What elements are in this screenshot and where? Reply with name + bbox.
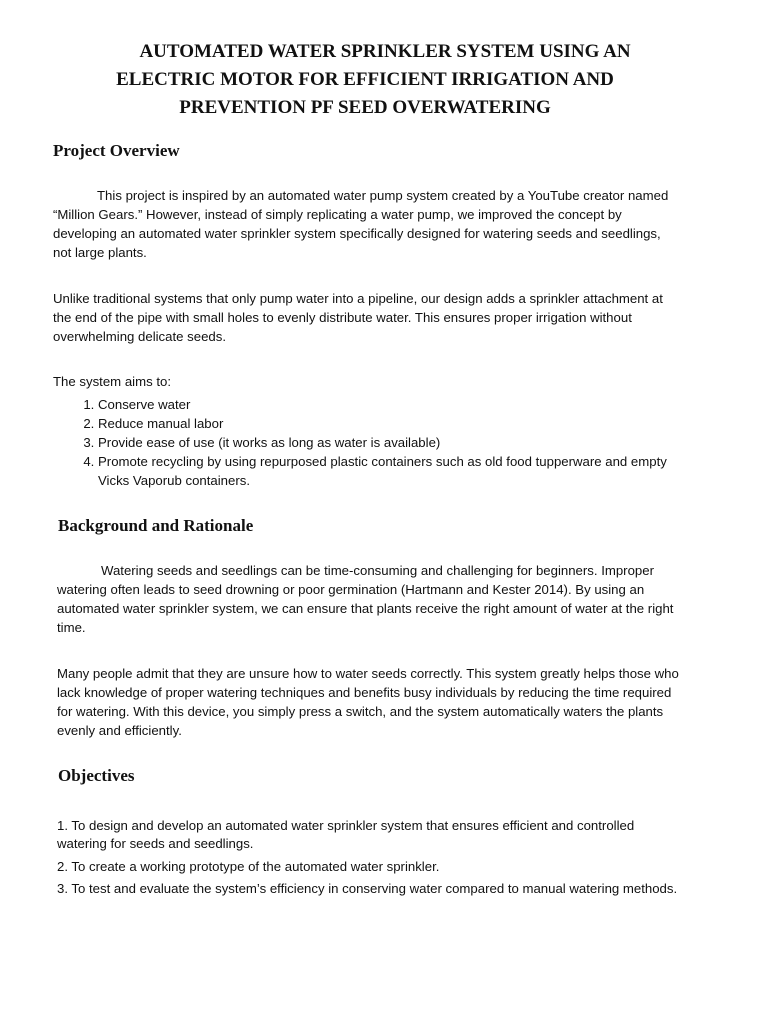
list-item: 4. Promote recycling by using repurposed plastic containers such as old food tupperware and empty Vicks Vaporub containers. <box>98 452 688 490</box>
background-paragraph: Many people admit that they are unsure how to water seeds correctly. This system greatly helps those who lack knowledge of proper watering techniques and benefits busy individuals by reducing the time required for watering. With this device, you simply press a switch, and the system automatically waters the plants evenly and efficiently. <box>57 666 679 738</box>
aims-list <box>53 395 688 490</box>
list-item: 3. Provide ease of use (it works as long as water is available) <box>98 433 688 452</box>
heading-objectives: Objectives <box>58 766 135 785</box>
list-item: 1. Conserve water <box>98 395 688 414</box>
title-line: AUTOMATED WATER SPRINKLER SYSTEM USING AN <box>139 41 631 62</box>
objective-item: 2. To create a working prototype of the automated water sprinkler. <box>57 859 440 874</box>
background-paragraph: Watering seeds and seedlings can be time-consuming and challenging for beginners. Improper watering often leads to seed drowning or poor germination (Hartmann and Kester 2014). By using an automated water sprinkler system, we can ensure that plants receive the right amount of water at the right time. <box>57 563 674 635</box>
objective-item: 3. To test and evaluate the system’s efficiency in conserving water compared to manual watering methods. <box>57 881 678 896</box>
objective-item: 1. To design and develop an automated water sprinkler system that ensures efficient and controlled watering for seeds and seedlings. <box>57 818 635 851</box>
heading-background-rationale: Background and Rationale <box>58 516 254 535</box>
overview-paragraph: This project is inspired by an automated water pump system created by a YouTube creator named “Million Gears.” However, instead of simply replicating a water pump, we improved the concept by developing an automated water sprinkler system specifically designed for watering seeds and seedlings, not large plants. <box>53 188 669 260</box>
title-line: ELECTRIC MOTOR FOR EFFICIENT IRRIGATION AND <box>116 69 614 90</box>
heading-project-overview: Project Overview <box>53 141 180 160</box>
list-item: 2. Reduce manual labor <box>98 414 688 433</box>
document-title <box>40 38 690 122</box>
aims-intro: The system aims to: <box>53 374 171 389</box>
title-line: PREVENTION PF SEED OVERWATERING <box>179 97 551 118</box>
overview-paragraph: Unlike traditional systems that only pump water into a pipeline, our design adds a sprinkler attachment at the end of the pipe with small holes to evenly distribute water. This ensures proper irrigation without overwhelming delicate seeds. <box>53 291 663 344</box>
